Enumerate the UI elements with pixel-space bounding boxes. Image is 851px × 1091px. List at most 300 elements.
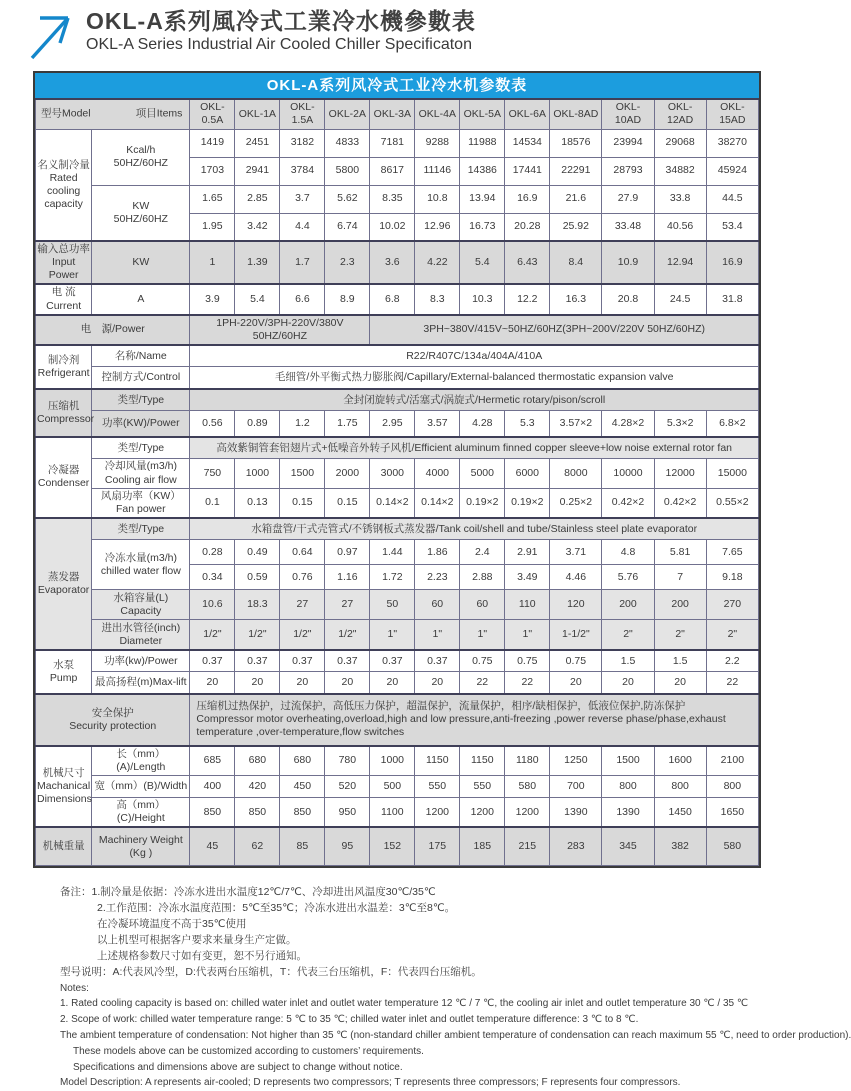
- input-power-label: 输入总功率 Input Power: [36, 241, 92, 284]
- compressor-power-row: [36, 411, 759, 437]
- value-cell: 25.92: [550, 213, 602, 241]
- value-cell: 1.7: [280, 241, 325, 284]
- value-cell: 1000: [370, 746, 415, 776]
- value-cell: 3.6: [370, 241, 415, 284]
- max-lift-label: 最高扬程(m)Max-lift: [92, 672, 190, 694]
- value-cell: 580: [706, 827, 758, 865]
- refrigerant-name-value: R22/R407C/134a/404A/410A: [190, 345, 759, 367]
- table-caption: OKL-A系列风冷式工业冷水机参数表: [35, 73, 759, 98]
- note-line: 型号说明：A:代表风冷型，D:代表两台压缩机，T：代表三台压缩机，F：代表四台压缩机。: [60, 965, 482, 978]
- value-cell: 2.2: [706, 650, 758, 672]
- model-header-cell: OKL-6A: [505, 99, 550, 129]
- length-label: 长（mm）(A)/Length: [92, 746, 190, 776]
- value-cell: 3.9: [190, 284, 235, 314]
- value-cell: 0.15: [280, 488, 325, 518]
- value-cell: 1.72: [370, 565, 415, 590]
- model-header-cell: OKL-8AD: [550, 99, 602, 129]
- value-cell: 2.4: [460, 540, 505, 565]
- condenser-type-row: [36, 437, 759, 459]
- value-cell: 1.44: [370, 540, 415, 565]
- value-cell: 12.94: [654, 241, 706, 284]
- value-cell: 800: [654, 776, 706, 798]
- value-cell: 0.37: [415, 650, 460, 672]
- value-cell: 0.75: [550, 650, 602, 672]
- value-cell: 0.89: [235, 411, 280, 437]
- value-cell: 22: [706, 672, 758, 694]
- value-cell: 2451: [235, 129, 280, 157]
- value-cell: 53.4: [706, 213, 758, 241]
- value-cell: 5.4: [460, 241, 505, 284]
- value-cell: 4.46: [550, 565, 602, 590]
- value-cell: 550: [460, 776, 505, 798]
- width-label: 宽（mm）(B)/Width: [92, 776, 190, 798]
- value-cell: 200: [602, 590, 654, 620]
- value-cell: 38270: [706, 129, 758, 157]
- dimension-height-row: [36, 798, 759, 828]
- value-cell: 1.95: [190, 213, 235, 241]
- value-cell: 3000: [370, 459, 415, 488]
- value-cell: 12000: [654, 459, 706, 488]
- value-cell: 20: [190, 672, 235, 694]
- kw-unit-label: KW 50HZ/60HZ: [92, 185, 190, 241]
- value-cell: 3784: [280, 157, 325, 185]
- note-line: Specifications and dimensions above are subject to change without notice.: [73, 1061, 403, 1073]
- dimension-length-row: [36, 746, 759, 776]
- value-cell: 1.86: [415, 540, 460, 565]
- value-cell: 4.28×2: [602, 411, 654, 437]
- condenser-label: 冷凝器 Condenser: [36, 437, 92, 518]
- value-cell: 2.23: [415, 565, 460, 590]
- compressor-type-label: 类型/Type: [92, 389, 190, 411]
- value-cell: 780: [325, 746, 370, 776]
- machinery-weight-label-zh: 机械重量: [36, 827, 92, 865]
- security-protection-label: 安全保护 Security protection: [36, 694, 190, 746]
- value-cell: 45924: [706, 157, 758, 185]
- value-cell: 27: [280, 590, 325, 620]
- model-header-cell: OKL-15AD: [706, 99, 758, 129]
- value-cell: 0.49: [235, 540, 280, 565]
- value-cell: 0.76: [280, 565, 325, 590]
- value-cell: 20: [280, 672, 325, 694]
- refrigerant-control-label: 控制方式/Control: [92, 367, 190, 389]
- value-cell: 800: [602, 776, 654, 798]
- value-cell: 0.42×2: [602, 488, 654, 518]
- notes-section: [60, 885, 851, 1091]
- value-cell: 0.59: [235, 565, 280, 590]
- value-cell: 1.65: [190, 185, 235, 213]
- value-cell: 62: [235, 827, 280, 865]
- value-cell: 3.49: [505, 565, 550, 590]
- value-cell: 700: [550, 776, 602, 798]
- value-cell: 1150: [415, 746, 460, 776]
- value-cell: 0.37: [370, 650, 415, 672]
- note-line: 以上机型可根据客户要求来量身生产定做。: [97, 933, 297, 946]
- current-label: 电 流 Current: [36, 284, 92, 314]
- value-cell: 22: [460, 672, 505, 694]
- value-cell: 270: [706, 590, 758, 620]
- value-cell: 0.19×2: [505, 488, 550, 518]
- value-cell: 0.28: [190, 540, 235, 565]
- value-cell: 1": [370, 620, 415, 650]
- rated-capacity-label: 名义制冷量 Rated cooling capacity: [36, 129, 92, 241]
- note-line: 上述规格参数尺寸如有变更，恕不另行通知。: [97, 949, 307, 962]
- tank-capacity-row: [36, 590, 759, 620]
- value-cell: 2": [654, 620, 706, 650]
- value-cell: 110: [505, 590, 550, 620]
- value-cell: 18.3: [235, 590, 280, 620]
- value-cell: 20: [602, 672, 654, 694]
- value-cell: 31.8: [706, 284, 758, 314]
- value-cell: 3.42: [235, 213, 280, 241]
- note-line: Model Description: A represents air-cooled; D represents two compressors; T represents three compressors; F represents four compressors.: [60, 1077, 681, 1089]
- value-cell: 20.8: [602, 284, 654, 314]
- value-cell: 0.37: [190, 650, 235, 672]
- note-line: 在冷凝环境温度不高于35℃使用: [97, 917, 247, 930]
- value-cell: 50: [370, 590, 415, 620]
- rated-capacity-kcal-50hz-row: [36, 129, 759, 157]
- value-cell: 16.9: [706, 241, 758, 284]
- value-cell: 8.4: [550, 241, 602, 284]
- value-cell: 18576: [550, 129, 602, 157]
- value-cell: 60: [460, 590, 505, 620]
- value-cell: 20: [370, 672, 415, 694]
- refrigerant-control-row: [36, 367, 759, 389]
- value-cell: 580: [505, 776, 550, 798]
- value-cell: 5800: [325, 157, 370, 185]
- model-header-cell: OKL-2A: [325, 99, 370, 129]
- compressor-power-label: 功率(KW)/Power: [92, 411, 190, 437]
- dimension-width-row: [36, 776, 759, 798]
- value-cell: 1": [505, 620, 550, 650]
- value-cell: 1.5: [602, 650, 654, 672]
- power-source-value-large: 3PH~380V/415V~50HZ/60HZ(3PH~200V/220V 50HZ/60HZ): [370, 315, 759, 345]
- notes-en: [60, 981, 851, 1091]
- value-cell: 1/2": [190, 620, 235, 650]
- spec-table: [33, 71, 761, 868]
- model-header-cell: OKL-5A: [460, 99, 505, 129]
- value-cell: 1-1/2": [550, 620, 602, 650]
- value-cell: 1000: [235, 459, 280, 488]
- value-cell: 20: [235, 672, 280, 694]
- value-cell: 14386: [460, 157, 505, 185]
- value-cell: 152: [370, 827, 415, 865]
- condenser-type-label: 类型/Type: [92, 437, 190, 459]
- value-cell: 0.42×2: [654, 488, 706, 518]
- value-cell: 16.73: [460, 213, 505, 241]
- model-header-cell: OKL-12AD: [654, 99, 706, 129]
- value-cell: 685: [190, 746, 235, 776]
- dimensions-label: 机械尺寸 Machanical Dimensions: [36, 746, 92, 828]
- value-cell: 175: [415, 827, 460, 865]
- value-cell: 1150: [460, 746, 505, 776]
- value-cell: 1419: [190, 129, 235, 157]
- evaporator-type-row: [36, 518, 759, 540]
- value-cell: 185: [460, 827, 505, 865]
- rated-capacity-kw-50hz-row: [36, 185, 759, 213]
- value-cell: 10.6: [190, 590, 235, 620]
- value-cell: 850: [235, 798, 280, 828]
- spec-table-grid: [35, 98, 759, 866]
- value-cell: 1703: [190, 157, 235, 185]
- chilled-water-flow-label: 冷冻水量(m3/h) chilled water flow: [92, 540, 190, 590]
- value-cell: 5.81: [654, 540, 706, 565]
- value-cell: 0.15: [325, 488, 370, 518]
- value-cell: 2941: [235, 157, 280, 185]
- value-cell: 1250: [550, 746, 602, 776]
- current-unit: A: [92, 284, 190, 314]
- value-cell: 1390: [602, 798, 654, 828]
- value-cell: 1.16: [325, 565, 370, 590]
- value-cell: 10.8: [415, 185, 460, 213]
- value-cell: 45: [190, 827, 235, 865]
- value-cell: 850: [280, 798, 325, 828]
- value-cell: 1/2": [280, 620, 325, 650]
- model-header-row: [36, 99, 759, 129]
- value-cell: 29068: [654, 129, 706, 157]
- input-power-unit: KW: [92, 241, 190, 284]
- value-cell: 1": [415, 620, 460, 650]
- value-cell: 10.3: [460, 284, 505, 314]
- value-cell: 0.34: [190, 565, 235, 590]
- current-row: [36, 284, 759, 314]
- pump-label: 水泵 Pump: [36, 650, 92, 694]
- refrigerant-control-value: 毛细管/外平衡式热力膨胀阀/Capillary/External-balanced thermostatic expansion valve: [190, 367, 759, 389]
- value-cell: 24.5: [654, 284, 706, 314]
- value-cell: 4.22: [415, 241, 460, 284]
- pump-power-row: [36, 650, 759, 672]
- value-cell: 1": [460, 620, 505, 650]
- value-cell: 4000: [415, 459, 460, 488]
- evaporator-label: 蒸发器 Evaporator: [36, 518, 92, 650]
- note-line: 2.工作范围：冷冻水温度范围：5℃至35℃；冷冻水进出水温差：3℃至8℃。: [97, 901, 456, 914]
- value-cell: 11146: [415, 157, 460, 185]
- security-protection-row: [36, 694, 759, 746]
- value-cell: 2.3: [325, 241, 370, 284]
- value-cell: 7: [654, 565, 706, 590]
- value-cell: 4.28: [460, 411, 505, 437]
- value-cell: 2000: [325, 459, 370, 488]
- value-cell: 2.88: [460, 565, 505, 590]
- value-cell: 1500: [602, 746, 654, 776]
- refrigerant-name-label: 名称/Name: [92, 345, 190, 367]
- value-cell: 0.1: [190, 488, 235, 518]
- value-cell: 21.6: [550, 185, 602, 213]
- value-cell: 27.9: [602, 185, 654, 213]
- value-cell: 33.8: [654, 185, 706, 213]
- value-cell: 34882: [654, 157, 706, 185]
- model-header-cell: OKL-4A: [415, 99, 460, 129]
- value-cell: 420: [235, 776, 280, 798]
- value-cell: 4.4: [280, 213, 325, 241]
- machinery-weight-row: [36, 827, 759, 865]
- value-cell: 14534: [505, 129, 550, 157]
- value-cell: 4.8: [602, 540, 654, 565]
- machinery-weight-label-en: Machinery Weight (Kg ): [92, 827, 190, 865]
- value-cell: 16.3: [550, 284, 602, 314]
- value-cell: 0.75: [460, 650, 505, 672]
- value-cell: 5.62: [325, 185, 370, 213]
- value-cell: 5.3×2: [654, 411, 706, 437]
- value-cell: 680: [235, 746, 280, 776]
- value-cell: 5.3: [505, 411, 550, 437]
- input-power-row: [36, 241, 759, 284]
- value-cell: 20: [325, 672, 370, 694]
- value-cell: 1/2": [235, 620, 280, 650]
- value-cell: 8.35: [370, 185, 415, 213]
- value-cell: 0.37: [280, 650, 325, 672]
- value-cell: 0.14×2: [415, 488, 460, 518]
- value-cell: 22291: [550, 157, 602, 185]
- value-cell: 3.7: [280, 185, 325, 213]
- value-cell: 9.18: [706, 565, 758, 590]
- value-cell: 382: [654, 827, 706, 865]
- value-cell: 4833: [325, 129, 370, 157]
- power-source-label: 电 源/Power: [36, 315, 190, 345]
- value-cell: 0.56: [190, 411, 235, 437]
- value-cell: 60: [415, 590, 460, 620]
- model-header-cell: OKL-10AD: [602, 99, 654, 129]
- value-cell: 13.94: [460, 185, 505, 213]
- value-cell: 1200: [505, 798, 550, 828]
- value-cell: 1.75: [325, 411, 370, 437]
- value-cell: 7.65: [706, 540, 758, 565]
- value-cell: 20: [654, 672, 706, 694]
- chilled-water-flow-row-1: [36, 540, 759, 565]
- value-cell: 6000: [505, 459, 550, 488]
- value-cell: 20.28: [505, 213, 550, 241]
- value-cell: 1200: [415, 798, 460, 828]
- value-cell: 0.75: [505, 650, 550, 672]
- value-cell: 20: [550, 672, 602, 694]
- value-cell: 2.85: [235, 185, 280, 213]
- pipe-diameter-label: 进出水管径(inch) Diameter: [92, 620, 190, 650]
- value-cell: 33.48: [602, 213, 654, 241]
- note-line: 1. Rated cooling capacity is based on: chilled water inlet and outlet water temperature 12 ℃ / 7 ℃, the cooling air inlet and outlet temperature 30 ℃ / 35 ℃: [60, 998, 749, 1010]
- value-cell: 40.56: [654, 213, 706, 241]
- power-source-value-small: 1PH-220V/3PH-220V/380V 50HZ/60HZ: [190, 315, 370, 345]
- model-axis-label: 型号Model: [41, 107, 91, 120]
- compressor-label: 压缩机 Compressor: [36, 389, 92, 437]
- evaporator-type-value: 水箱盘管/干式壳管式/不锈钢板式蒸发器/Tank coil/shell and tube/Stainless steel plate evaporator: [190, 518, 759, 540]
- value-cell: 10000: [602, 459, 654, 488]
- power-source-row: [36, 315, 759, 345]
- value-cell: 2.91: [505, 540, 550, 565]
- note-line: These models above can be customized according to customers’ requirements.: [73, 1045, 424, 1057]
- value-cell: 345: [602, 827, 654, 865]
- fan-power-label: 风扇功率（KW） Fan power: [92, 488, 190, 518]
- pipe-diameter-row: [36, 620, 759, 650]
- value-cell: 2": [602, 620, 654, 650]
- value-cell: 1500: [280, 459, 325, 488]
- value-cell: 6.6: [280, 284, 325, 314]
- value-cell: 1600: [654, 746, 706, 776]
- value-cell: 0.19×2: [460, 488, 505, 518]
- value-cell: 8000: [550, 459, 602, 488]
- value-cell: 0.37: [235, 650, 280, 672]
- value-cell: 500: [370, 776, 415, 798]
- value-cell: 2100: [706, 746, 758, 776]
- value-cell: 27: [325, 590, 370, 620]
- value-cell: 680: [280, 746, 325, 776]
- condenser-type-value: 高效紫铜管套铝翅片式+低噪音外转子风机/Efficient aluminum finned copper sleeve+low noise external rotor fan: [190, 437, 759, 459]
- value-cell: 0.64: [280, 540, 325, 565]
- value-cell: 44.5: [706, 185, 758, 213]
- cooling-air-flow-row: [36, 459, 759, 488]
- value-cell: 0.97: [325, 540, 370, 565]
- pump-power-label: 功率(kw)/Power: [92, 650, 190, 672]
- value-cell: 6.8×2: [706, 411, 758, 437]
- value-cell: 12.2: [505, 284, 550, 314]
- note-line: 备注：1.制冷量是依据：冷冻水进出水温度12℃/7℃、冷却进出风温度30℃/35℃: [60, 885, 436, 898]
- evaporator-type-label: 类型/Type: [92, 518, 190, 540]
- value-cell: 200: [654, 590, 706, 620]
- model-header-cell: OKL-3A: [370, 99, 415, 129]
- refrigerant-label: 制冷剂 Refrigerant: [36, 345, 92, 389]
- value-cell: 3.57×2: [550, 411, 602, 437]
- value-cell: 8617: [370, 157, 415, 185]
- value-cell: 8.9: [325, 284, 370, 314]
- value-cell: 1: [190, 241, 235, 284]
- refrigerant-name-row: [36, 345, 759, 367]
- compressor-type-row: [36, 389, 759, 411]
- model-header-cell: OKL-1A: [235, 99, 280, 129]
- value-cell: 23994: [602, 129, 654, 157]
- model-header-cell: OKL-0.5A: [190, 99, 235, 129]
- tank-capacity-label: 水箱容量(L) Capacity: [92, 590, 190, 620]
- cooling-air-flow-label: 冷却风量(m3/h) Cooling air flow: [92, 459, 190, 488]
- value-cell: 10.02: [370, 213, 415, 241]
- model-header-cell: OKL-1.5A: [280, 99, 325, 129]
- value-cell: 5000: [460, 459, 505, 488]
- value-cell: 1.2: [280, 411, 325, 437]
- value-cell: 1100: [370, 798, 415, 828]
- value-cell: 1/2": [325, 620, 370, 650]
- value-cell: 1.39: [235, 241, 280, 284]
- value-cell: 5.76: [602, 565, 654, 590]
- value-cell: 850: [190, 798, 235, 828]
- value-cell: 0.25×2: [550, 488, 602, 518]
- value-cell: 6.43: [505, 241, 550, 284]
- value-cell: 9288: [415, 129, 460, 157]
- note-line: The ambient temperature of condensation: Not higher than 35 ℃ (non-standard chiller ambient temperature of condensation can reach maximum 55 ℃, need to order production).: [60, 1029, 851, 1041]
- value-cell: 8.3: [415, 284, 460, 314]
- value-cell: 12.96: [415, 213, 460, 241]
- value-cell: 750: [190, 459, 235, 488]
- value-cell: 283: [550, 827, 602, 865]
- value-cell: 400: [190, 776, 235, 798]
- value-cell: 215: [505, 827, 550, 865]
- value-cell: 0.37: [325, 650, 370, 672]
- items-axis-label: 项目Items: [135, 107, 183, 120]
- value-cell: 6.8: [370, 284, 415, 314]
- value-cell: 1.5: [654, 650, 706, 672]
- value-cell: 15000: [706, 459, 758, 488]
- value-cell: 800: [706, 776, 758, 798]
- corner-cell: [36, 99, 190, 129]
- value-cell: 5.4: [235, 284, 280, 314]
- compressor-type-value: 全封闭旋转式/活塞式/涡旋式/Hermetic rotary/pison/scroll: [190, 389, 759, 411]
- value-cell: 2.95: [370, 411, 415, 437]
- value-cell: 1390: [550, 798, 602, 828]
- value-cell: 6.74: [325, 213, 370, 241]
- value-cell: 0.13: [235, 488, 280, 518]
- arrow-logo-icon: [28, 12, 74, 62]
- value-cell: 11988: [460, 129, 505, 157]
- fan-power-row: [36, 488, 759, 518]
- note-line: 2. Scope of work: chilled water temperature range: 5 ℃ to 35 ℃; chilled water inlet and outlet temperature difference: 3 ℃ to 8 ℃.: [60, 1014, 639, 1026]
- value-cell: 1200: [460, 798, 505, 828]
- value-cell: 85: [280, 827, 325, 865]
